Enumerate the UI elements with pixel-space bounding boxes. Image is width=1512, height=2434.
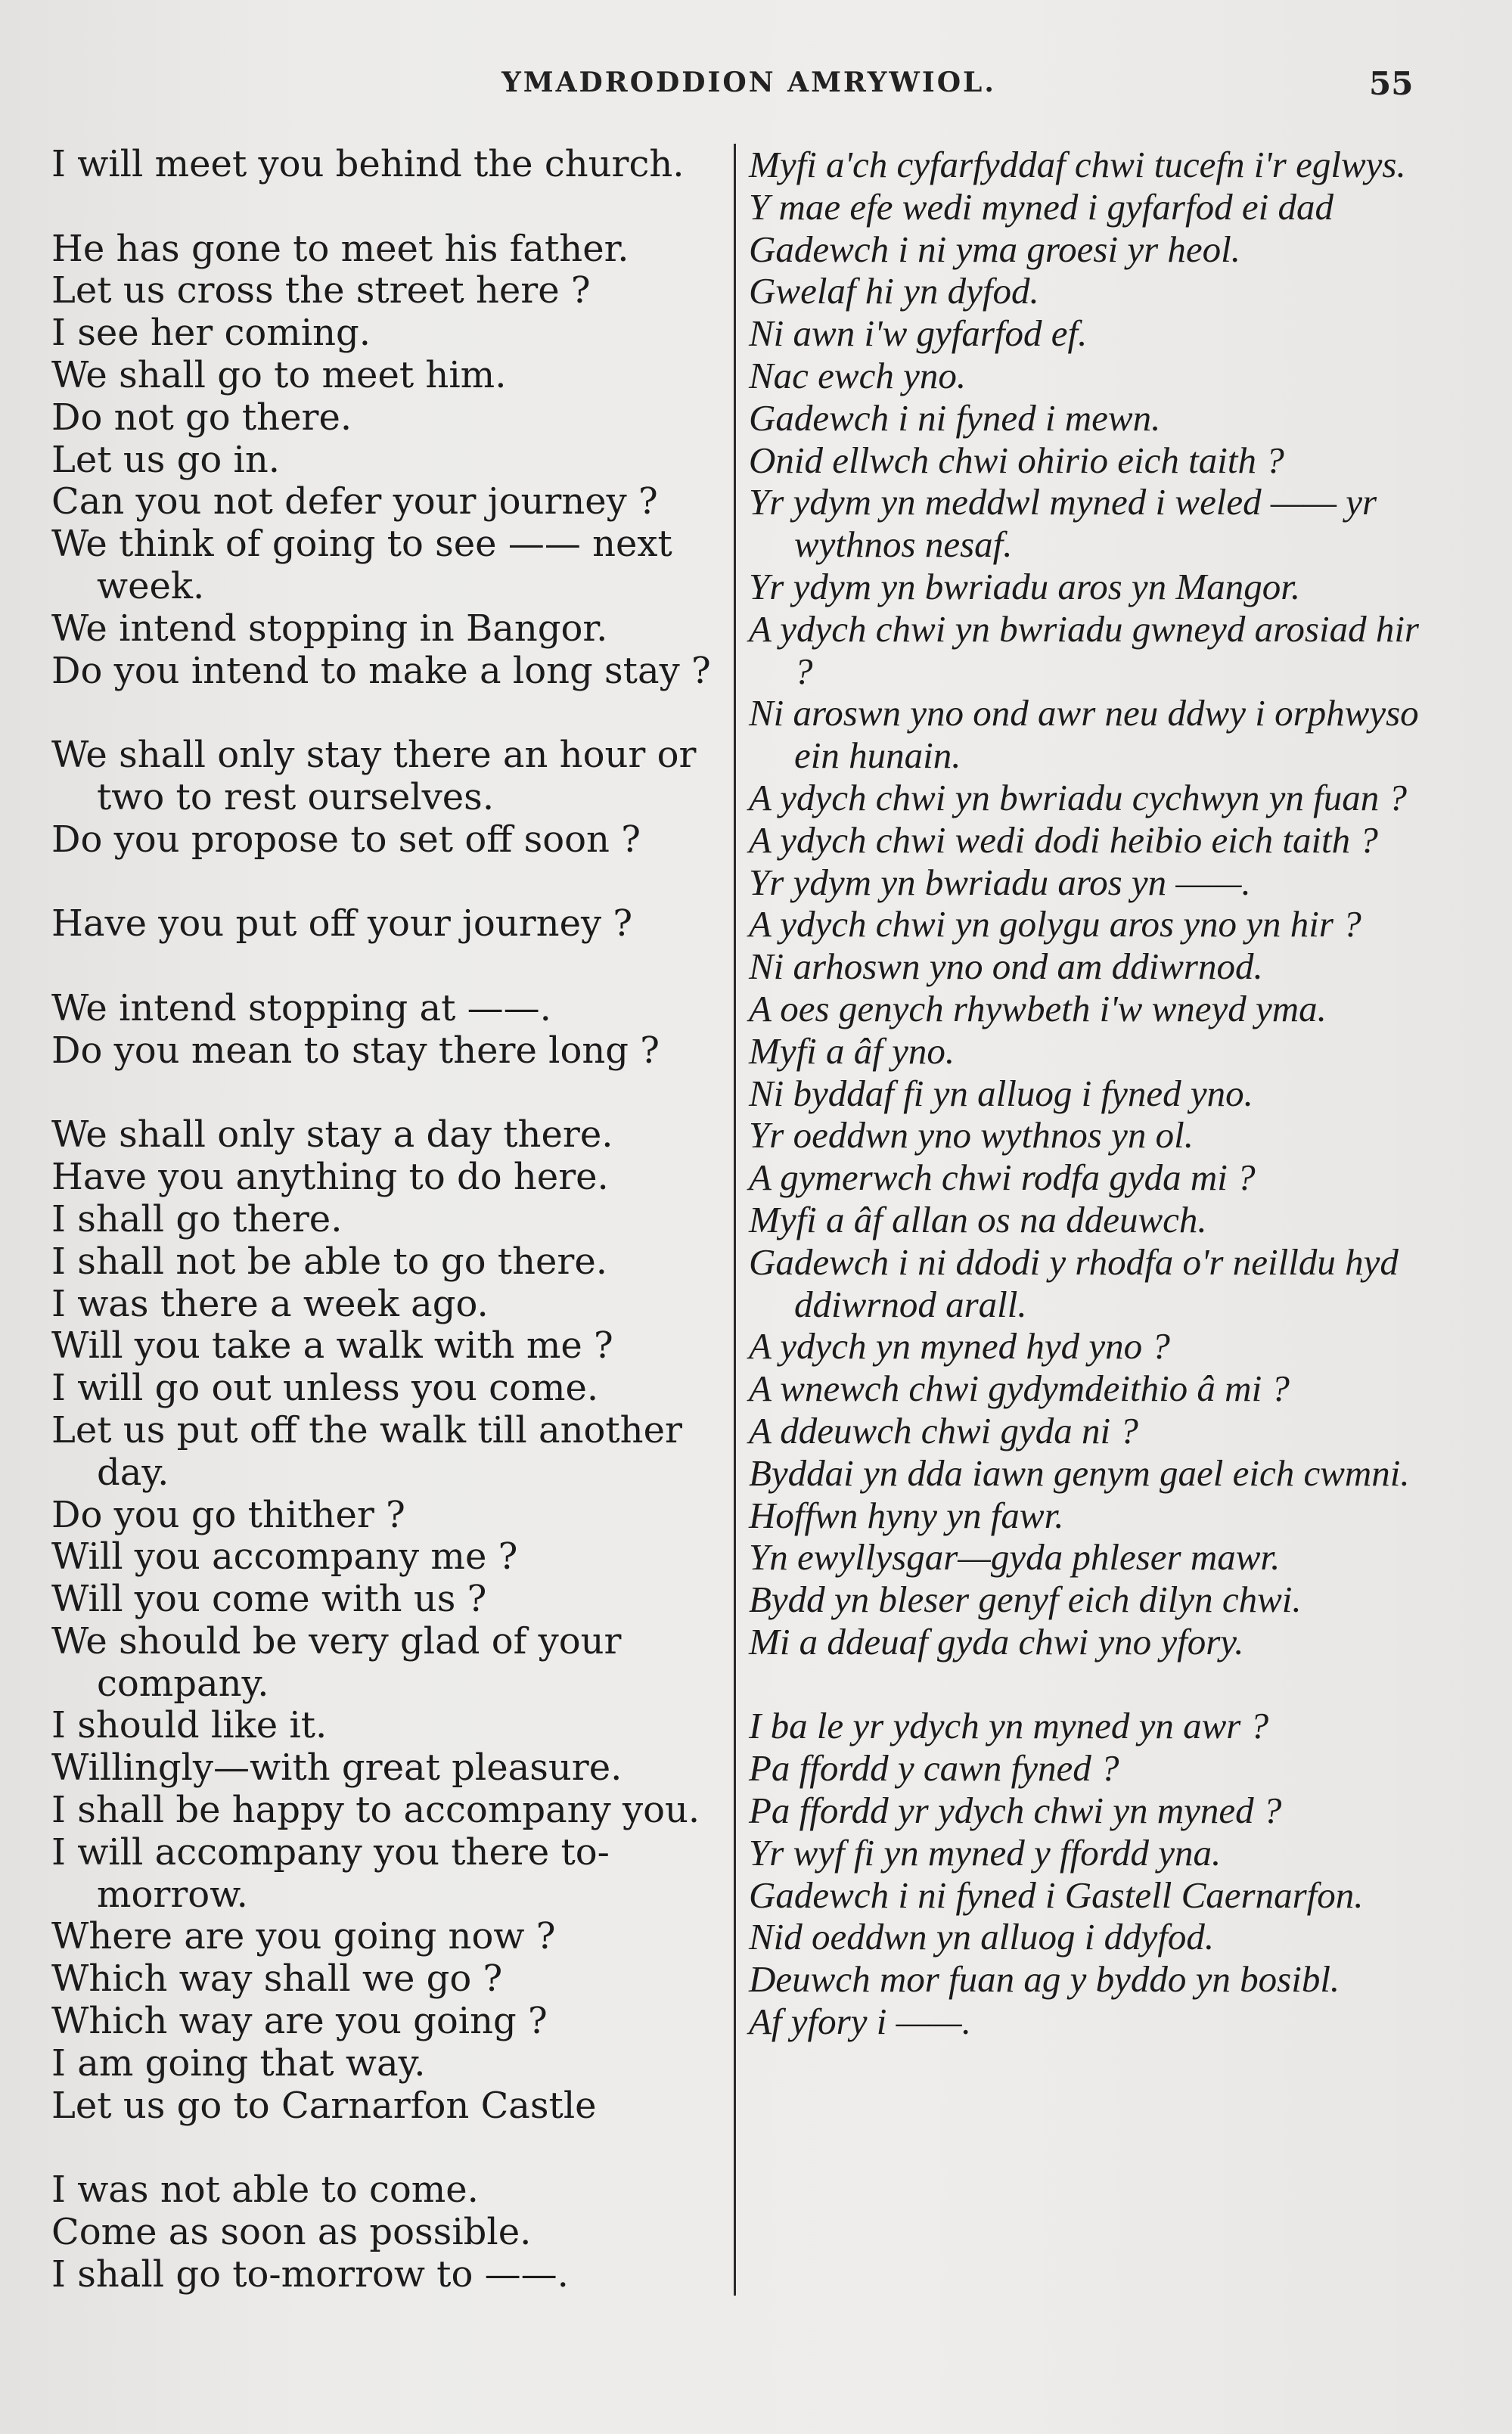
welsh-phrase: Byddai yn dda iawn genym gael eich cwmni. [749, 1451, 1410, 1494]
welsh-phrase: Mi a ddeuaf gyda chwi yno yfory. [749, 1620, 1244, 1663]
english-phrase: We intend stopping in Bangor. [51, 607, 608, 650]
welsh-phrase: Ni byddaf fi yn alluog i fyned yno. [749, 1072, 1253, 1114]
welsh-phrase: Pa ffordd yr ydych chwi yn myned ? [749, 1790, 1282, 1832]
welsh-phrase: A gymerwch chwi rodfa gyda mi ? [749, 1156, 1256, 1199]
welsh-phrase: Pa ffordd y cawn fyned ? [749, 1747, 1119, 1790]
welsh-phrase: Ni arhoswn yno ond am ddiwrnod. [749, 945, 1263, 988]
english-phrase: I see her coming. [51, 312, 371, 355]
english-phrase: Do you mean to stay there long ? [51, 1029, 660, 1072]
english-phrase: Come as soon as possible. [51, 2211, 532, 2254]
welsh-phrase: Myfi a âf yno. [749, 1029, 955, 1072]
welsh-phrase: Af yfory i ——. [749, 2001, 971, 2043]
welsh-phrase: A ydych chwi wedi dodi heibio eich taith ? [749, 818, 1378, 861]
english-phrase: Which way shall we go ? [51, 1957, 503, 2001]
welsh-phrase: A ydych chwi yn bwriadu gwneyd arosiad hir ? [749, 607, 1419, 692]
welsh-phrase: Onid ellwch chwi ohirio eich taith ? [749, 439, 1284, 481]
welsh-phrase: Yr ydym yn meddwl myned i weled —— yr wythnos nesaf. [749, 481, 1377, 566]
welsh-phrase: Gadewch i ni ddodi y rhodfa o'r neilldu hyd ddiwrnod arall. [749, 1240, 1399, 1325]
page-number: 55 [1369, 65, 1414, 102]
english-phrase [51, 1073, 728, 1115]
english-phrase: I am going that way. [51, 2041, 426, 2085]
welsh-phrase: Bydd yn bleser genyf eich dilyn chwi. [749, 1579, 1302, 1621]
english-phrase: I shall go to-morrow to ——. [51, 2252, 569, 2296]
english-phrase: We intend stopping at ——. [51, 986, 551, 1029]
welsh-phrase: Nid oeddwn yn alluog i ddyfod. [749, 1916, 1215, 1958]
english-phrase: Where are you going now ? [51, 1915, 556, 1958]
welsh-phrase: Yr ydym yn bwriadu aros yn ——. [749, 861, 1251, 903]
english-phrase: Will you accompany me ? [51, 1535, 518, 1579]
english-phrase [51, 2127, 728, 2169]
english-phrase: I shall go there. [51, 1197, 343, 1240]
welsh-phrase: A ddeuwch chwi gyda ni ? [749, 1409, 1138, 1451]
welsh-phrase: Gadewch i ni yma groesi yr heol. [749, 228, 1241, 270]
welsh-phrase: A wnewch chwi gydymdeithio â mi ? [749, 1368, 1290, 1410]
english-phrase: We think of going to see —— next week. [51, 523, 672, 607]
welsh-phrase [749, 1663, 1430, 1706]
english-phrase: Willingly—with great pleasure. [51, 1746, 622, 1790]
english-phrase: We shall only stay a day there. [51, 1113, 613, 1156]
welsh-column [749, 144, 1430, 2043]
english-phrase: Let us put off the walk till another day. [51, 1408, 682, 1494]
running-title: YMADRODDION AMRYWIOL. [501, 67, 996, 98]
english-phrase [51, 692, 728, 734]
welsh-phrase: Yr wyf fi yn myned y ffordd yna. [749, 1831, 1222, 1874]
welsh-phrase: Yr oeddwn yno wythnos yn ol. [749, 1114, 1194, 1156]
english-phrase: Let us cross the street here ? [51, 269, 591, 312]
welsh-phrase: Y mae efe wedi myned i gyfarfod ei dad [749, 185, 1333, 228]
english-phrase: Do you intend to make a long stay ? [51, 649, 711, 692]
english-phrase [51, 945, 728, 988]
english-phrase: Will you come with us ? [51, 1578, 487, 1621]
welsh-phrase: Deuwch mor fuan ag y byddo yn bosibl. [749, 1958, 1340, 2001]
welsh-phrase: I ba le yr ydych yn myned yn awr ? [749, 1705, 1269, 1747]
english-phrase: Do you go thither ? [51, 1493, 405, 1536]
english-phrase: Let us go to Carnarfon Castle [51, 2084, 597, 2127]
english-phrase: Which way are you going ? [51, 2000, 548, 2043]
english-phrase: I will meet you behind the church. [51, 143, 685, 185]
welsh-phrase: Yn ewyllysgar—gyda phleser mawr. [749, 1536, 1281, 1579]
english-phrase: I will accompany you there to-morrow. [51, 1830, 610, 1916]
welsh-phrase: Gwelaf hi yn dyfod. [749, 270, 1039, 312]
welsh-phrase: Gadewch i ni fyned i Gastell Caernarfon. [749, 1874, 1364, 1916]
english-phrase: I will go out unless you come. [51, 1367, 599, 1410]
welsh-phrase: Ni awn i'w gyfarfod ef. [749, 312, 1088, 355]
welsh-phrase: Yr ydym yn bwriadu aros yn Mangor. [749, 565, 1301, 607]
english-phrase: I shall be happy to accompany you. [51, 1789, 700, 1832]
welsh-phrase: Gadewch i ni fyned i mewn. [749, 396, 1161, 439]
english-phrase: Do not go there. [51, 396, 352, 439]
english-phrase: We should be very glad of your company. [51, 1619, 622, 1705]
welsh-phrase: Hoffwn hyny yn fawr. [749, 1494, 1064, 1536]
english-phrase: Can you not defer your journey ? [51, 480, 658, 523]
welsh-phrase: Nac ewch yno. [749, 354, 967, 396]
welsh-phrase: A ydych yn myned hyd yno ? [749, 1325, 1170, 1368]
column-divider [734, 144, 736, 2296]
english-phrase: Have you put off your journey ? [51, 902, 633, 945]
english-phrase: Do you propose to set off soon ? [51, 818, 641, 861]
english-phrase: We shall only stay there an hour or two to rest ourselves. [51, 734, 697, 818]
english-phrase: We shall go to meet him. [51, 353, 507, 396]
english-phrase: He has gone to meet his father. [51, 227, 629, 270]
english-phrase: I was not able to come. [51, 2169, 479, 2212]
english-phrase [51, 186, 728, 228]
welsh-phrase: Myfi a'ch cyfarfyddaf chwi tucefn i'r eglwys. [749, 144, 1406, 185]
welsh-phrase: A oes genych rhywbeth i'w wneyd yma. [749, 987, 1327, 1029]
english-phrase: Let us go in. [51, 438, 281, 481]
english-phrase: Have you anything to do here. [51, 1156, 609, 1199]
welsh-phrase: Ni aroswn yno ond awr neu ddwy i orphwyso ein hunain. [749, 692, 1419, 777]
welsh-phrase: A ydych chwi yn golygu aros yno yn hir ? [749, 903, 1361, 945]
welsh-phrase: Myfi a âf allan os na ddeuwch. [749, 1198, 1207, 1240]
english-phrase [51, 862, 728, 904]
english-phrase: Will you take a walk with me ? [51, 1324, 613, 1368]
welsh-phrase: A ydych chwi yn bwriadu cychwyn yn fuan ? [749, 776, 1407, 818]
english-phrase: I was there a week ago. [51, 1282, 489, 1325]
english-phrase: I should like it. [51, 1704, 328, 1747]
english-column [51, 144, 728, 2296]
english-phrase: I shall not be able to go there. [51, 1240, 607, 1283]
